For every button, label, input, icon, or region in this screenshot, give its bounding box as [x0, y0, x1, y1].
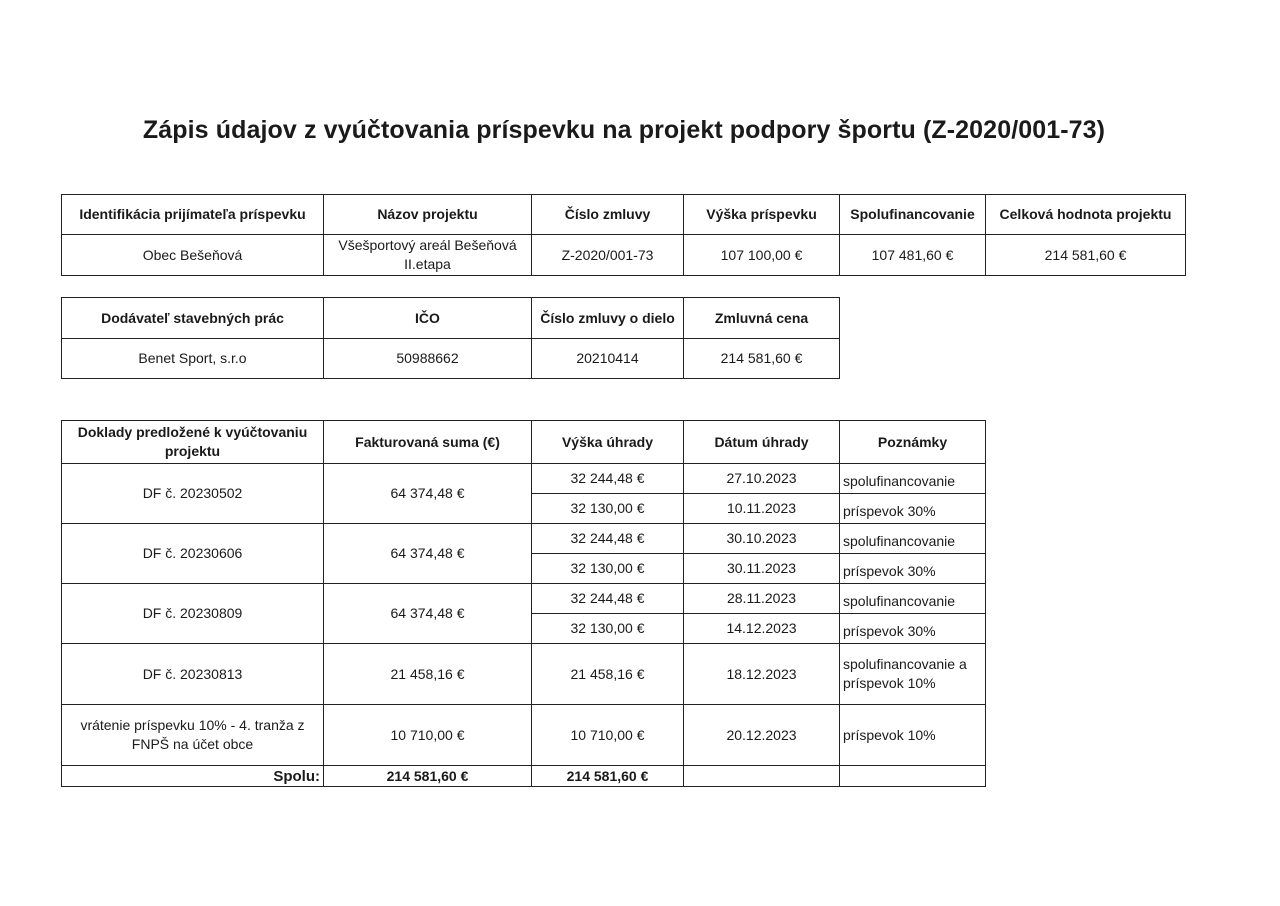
note-cell: príspevok 30%	[840, 554, 986, 584]
empty-cell	[840, 766, 986, 787]
note-cell: príspevok 30%	[840, 614, 986, 644]
recipient-cell: Obec Bešeňová	[62, 235, 324, 276]
paid-amount-cell: 32 244,48 €	[532, 584, 684, 614]
header-contract-number: Číslo zmluvy	[532, 195, 684, 235]
note-cell: spolufinancovanie	[840, 464, 986, 494]
header-work-contract: Číslo zmluvy o dielo	[532, 298, 684, 339]
header-paid-amount: Výška úhrady	[532, 421, 684, 464]
paid-amount-cell: 32 130,00 €	[532, 554, 684, 584]
invoice-doc-cell: vrátenie príspevku 10% - 4. tranža z FNPŠ na účet obce	[62, 705, 324, 766]
grant-header-row	[62, 195, 1186, 235]
total-row	[62, 766, 986, 787]
paid-amount-cell: 32 130,00 €	[532, 614, 684, 644]
payment-date-cell: 10.11.2023	[684, 494, 840, 524]
contractor-data-row	[62, 339, 840, 379]
paid-amount-cell: 32 130,00 €	[532, 494, 684, 524]
total-label: Spolu:	[62, 766, 324, 787]
note-cell: spolufinancovanie a príspevok 10%	[840, 644, 986, 705]
note-cell: spolufinancovanie	[840, 584, 986, 614]
payment-date-cell: 30.11.2023	[684, 554, 840, 584]
invoice-amount-cell: 64 374,48 €	[324, 464, 532, 524]
ico-cell: 50988662	[324, 339, 532, 379]
header-payment-date: Dátum úhrady	[684, 421, 840, 464]
table-row	[62, 705, 986, 766]
grant-amount-cell: 107 100,00 €	[684, 235, 840, 276]
invoice-amount-cell: 21 458,16 €	[324, 644, 532, 705]
header-ico: IČO	[324, 298, 532, 339]
contractor-cell: Benet Sport, s.r.o	[62, 339, 324, 379]
documents-header-row	[62, 421, 986, 464]
paid-amount-cell: 32 244,48 €	[532, 464, 684, 494]
invoice-amount-cell: 10 710,00 €	[324, 705, 532, 766]
table-row	[62, 524, 986, 554]
cofinancing-cell: 107 481,60 €	[840, 235, 986, 276]
documents-table	[61, 420, 986, 787]
paid-amount-cell: 32 244,48 €	[532, 524, 684, 554]
payment-date-cell: 14.12.2023	[684, 614, 840, 644]
paid-amount-cell: 10 710,00 €	[532, 705, 684, 766]
header-grant-amount: Výška príspevku	[684, 195, 840, 235]
header-recipient-id: Identifikácia prijímateľa príspevku	[62, 195, 324, 235]
payment-date-cell: 30.10.2023	[684, 524, 840, 554]
paid-amount-cell: 21 458,16 €	[532, 644, 684, 705]
header-cofinancing: Spolufinancovanie	[840, 195, 986, 235]
header-contract-price: Zmluvná cena	[684, 298, 840, 339]
header-project-name: Názov projektu	[324, 195, 532, 235]
contractor-header-row	[62, 298, 840, 339]
project-name-cell: Všešportový areál Bešeňová II.etapa	[324, 235, 532, 276]
grant-table	[61, 194, 1186, 276]
note-cell: príspevok 30%	[840, 494, 986, 524]
invoice-doc-cell: DF č. 20230813	[62, 644, 324, 705]
payment-date-cell: 18.12.2023	[684, 644, 840, 705]
page-title: Zápis údajov z vyúčtovania príspevku na projekt podpory športu (Z-2020/001-73)	[142, 116, 1106, 144]
header-documents: Doklady predložené k vyúčtovaniu projektu	[62, 421, 324, 464]
header-contractor: Dodávateľ stavebných prác	[62, 298, 324, 339]
invoice-doc-cell: DF č. 20230502	[62, 464, 324, 524]
payment-date-cell: 20.12.2023	[684, 705, 840, 766]
total-paid: 214 581,60 €	[532, 766, 684, 787]
contractor-table	[61, 297, 840, 379]
header-notes: Poznámky	[840, 421, 986, 464]
table-row	[62, 464, 986, 494]
note-cell: spolufinancovanie	[840, 524, 986, 554]
invoice-amount-cell: 64 374,48 €	[324, 524, 532, 584]
table-row	[62, 644, 986, 705]
header-invoiced-amount: Fakturovaná suma (€)	[324, 421, 532, 464]
table-row	[62, 584, 986, 614]
payment-date-cell: 27.10.2023	[684, 464, 840, 494]
grant-data-row	[62, 235, 1186, 276]
invoice-amount-cell: 64 374,48 €	[324, 584, 532, 644]
header-total-value: Celková hodnota projektu	[986, 195, 1186, 235]
total-value-cell: 214 581,60 €	[986, 235, 1186, 276]
contract-price-cell: 214 581,60 €	[684, 339, 840, 379]
payment-date-cell: 28.11.2023	[684, 584, 840, 614]
empty-cell	[684, 766, 840, 787]
work-contract-cell: 20210414	[532, 339, 684, 379]
invoice-doc-cell: DF č. 20230606	[62, 524, 324, 584]
contract-number-cell: Z-2020/001-73	[532, 235, 684, 276]
invoice-doc-cell: DF č. 20230809	[62, 584, 324, 644]
total-invoiced: 214 581,60 €	[324, 766, 532, 787]
note-cell: príspevok 10%	[840, 705, 986, 766]
